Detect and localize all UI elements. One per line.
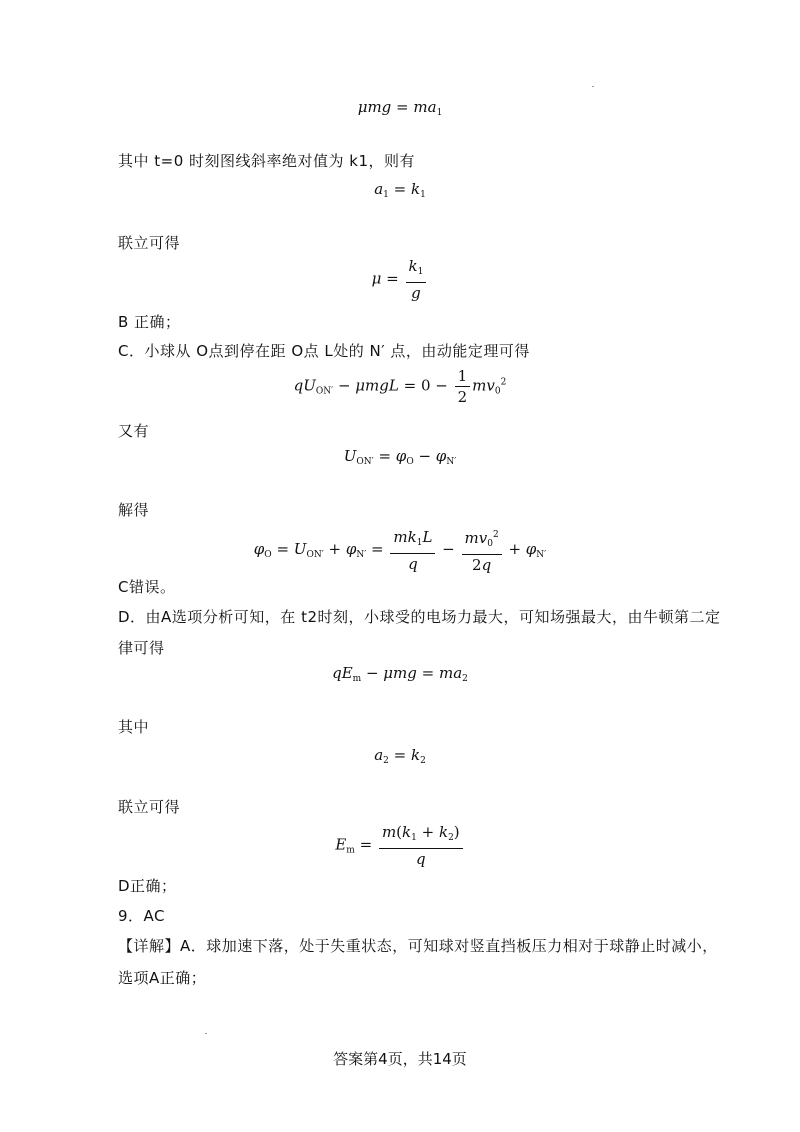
text-line-6: 解得	[118, 501, 150, 519]
equation-potential-difference: $U_{ON'} = \varphi_O - \varphi_{N'}$	[343, 447, 457, 467]
text-line-12: D正确；	[118, 877, 177, 895]
equation-potential-O: $\varphi_O = U_{ON'} + \varphi_{N'}$ = $\frac{mk_1L}{q}$ − $\frac{mv_0^2}{2q}$ + $\varphi_{N'}$	[0, 525, 800, 575]
text-line-9: 律可得	[118, 639, 165, 657]
text-line-15: 选项A正确；	[118, 969, 207, 987]
text-line-1: 其中 t=0 时刻图线斜率绝对值为 k1，则有	[118, 152, 416, 170]
text-line-2: 联立可得	[118, 234, 181, 252]
text-line-3: B 正确；	[118, 313, 181, 331]
equation-mu: μ = $\frac{k_1}{g}$	[0, 256, 800, 303]
equation-newton-second-law: $qE_m - \mu mg = ma_2$	[332, 664, 468, 684]
scan-speck	[205, 1033, 207, 1034]
equation-field-max: $E_m$ = $\frac{m(k_1 + k_2)}{q}$	[0, 822, 800, 869]
equation-energy-theorem: $qU_{ON'} - \mu mgL = 0$ − $\frac{1}{2}$ $mv_0^2$	[293, 367, 507, 406]
text-line-10: 其中	[118, 718, 150, 736]
equation-a1-k1: $a_1 = k_1$	[374, 180, 426, 200]
equation-friction-acceleration: $\mu mg = ma_1$	[357, 98, 443, 118]
scan-speck	[592, 86, 594, 87]
page-footer: 答案第4页，共14页	[333, 1050, 467, 1068]
text-line-14: 【详解】A．球加速下落，处于失重状态，可知球对竖直挡板压力相对于球静止时减小，	[118, 937, 718, 955]
text-line-8: D．由A选项分析可知，在 t2时刻，小球受的电场力最大，可知场强最大，由牛顿第二定	[118, 608, 721, 626]
text-line-7: C错误。	[118, 578, 176, 596]
text-line-13: 9．AC	[118, 907, 166, 925]
text-line-11: 联立可得	[118, 798, 181, 816]
text-line-4: C．小球从 O点到停在距 O点 L处的 N′ 点，由动能定理可得	[118, 342, 530, 360]
text-line-5: 又有	[118, 422, 150, 440]
equation-a2-k2: $a_2 = k_2$	[374, 746, 426, 766]
